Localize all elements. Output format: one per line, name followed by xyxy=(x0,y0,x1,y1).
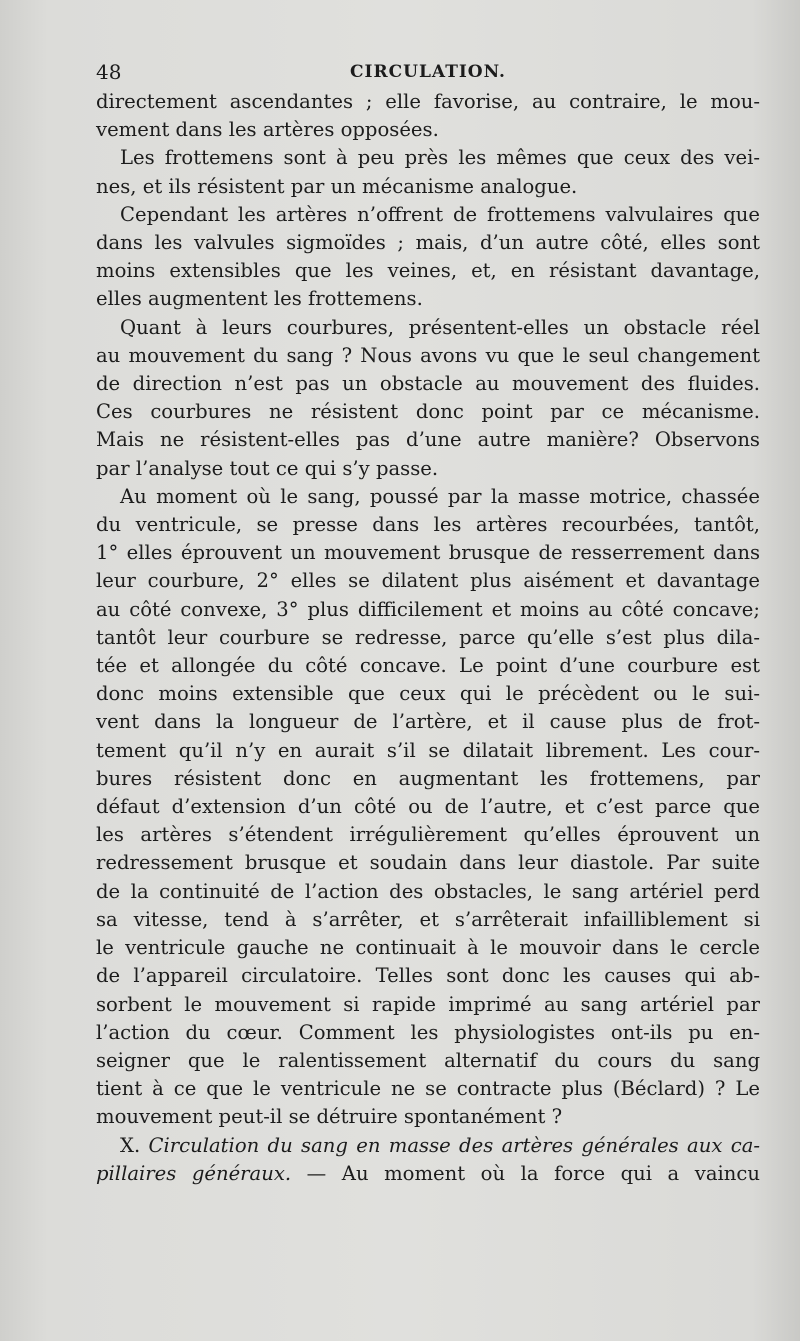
paragraph xyxy=(96,201,760,314)
text-line: de l’appareil circulatoire. Telles sont donc les causes qui ab- xyxy=(96,964,760,988)
text-line: sa vitesse, tend à s’arrêter, et s’arrêterait infailliblement si xyxy=(96,907,760,931)
section-number: X. xyxy=(120,1133,141,1157)
section-text: Au moment où la force qui a vaincu xyxy=(341,1161,760,1185)
text-line: Au moment où le sang, poussé par la masse motrice, chassée xyxy=(120,484,760,508)
page-header xyxy=(96,60,760,88)
text-line: par l’analyse tout ce qui s’y passe. xyxy=(96,456,439,480)
text-line: du ventricule, se presse dans les artères recourbées, tantôt, xyxy=(96,513,760,537)
text-line: Mais ne résistent-elles pas d’une autre manière? Observons xyxy=(96,428,760,452)
text-line: vent dans la longueur de l’artère, et il cause plus de frot- xyxy=(96,710,760,734)
text-line: 1° elles éprouvent un mouvement brusque de resserrement dans xyxy=(96,541,760,565)
text-line: mouvement peut-il se détruire spontanément ? xyxy=(96,1105,563,1129)
text-line: vement dans les artères opposées. xyxy=(96,118,439,142)
paragraph xyxy=(96,314,760,483)
text-line: tient à ce que le ventricule ne se contracte plus (Béclard) ? Le xyxy=(96,1077,760,1101)
paragraph xyxy=(96,483,760,1132)
text-line xyxy=(96,1160,760,1188)
text-line: Les frottemens sont à peu près les mêmes que ceux des vei- xyxy=(120,146,760,170)
text-line: tement qu’il n’y en aurait s’il se dilatait librement. Les cour- xyxy=(96,738,760,762)
text-line: tantôt leur courbure se redresse, parce qu’elle s’est plus dila- xyxy=(96,625,760,649)
page-number: 48 xyxy=(96,60,122,84)
em-dash: — xyxy=(306,1161,327,1185)
paragraph xyxy=(96,144,760,200)
text-line: Ces courbures ne résistent donc point par ce mécanisme. xyxy=(96,400,760,424)
text-line: directement ascendantes ; elle favorise, au contraire, le mou- xyxy=(96,90,760,113)
text-line: Quant à leurs courbures, présentent-elles un obstacle réel xyxy=(120,315,760,339)
text-line: dans les valvules sigmoïdes ; mais, d’un autre côté, elles sont xyxy=(96,231,760,255)
text-line: nes, et ils résistent par un mécanisme analogue. xyxy=(96,174,578,198)
text-line: redressement brusque et soudain dans leur diastole. Par suite xyxy=(96,851,760,875)
text-line: au côté convexe, 3° plus difficilement et moins au côté concave; xyxy=(96,597,760,621)
text-line: au mouvement du sang ? Nous avons vu que le seul changement xyxy=(96,343,760,367)
text-line: défaut d’extension d’un côté ou de l’autre, et c’est parce que xyxy=(96,795,760,819)
text-line: de la continuité de l’action des obstacles, le sang artériel perd xyxy=(96,879,760,903)
text-line: le ventricule gauche ne continuait à le mouvoir dans le cercle xyxy=(96,936,760,960)
text-line: tée et allongée du côté concave. Le point d’une courbure est xyxy=(96,654,760,678)
text-line: leur courbure, 2° elles se dilatent plus aisément et davantage xyxy=(96,569,760,593)
text-line: Cependant les artères n’offrent de frottemens valvulaires que xyxy=(120,202,760,226)
running-title: CIRCULATION. xyxy=(350,62,506,82)
section-title: Circulation du sang en masse des artères générales aux ca- xyxy=(148,1133,760,1157)
text-line: l’action du cœur. Comment les physiologistes ont-ils pu en- xyxy=(96,1020,760,1044)
section-heading-line xyxy=(96,1132,760,1160)
body-text xyxy=(96,88,760,1188)
paragraph xyxy=(96,88,760,144)
text-line: moins extensibles que les veines, et, en résistant davantage, xyxy=(96,259,760,283)
text-line: donc moins extensible que ceux qui le précèdent ou le sui- xyxy=(96,682,760,706)
section-x xyxy=(96,1132,760,1188)
text-line: de direction n’est pas un obstacle au mouvement des fluides. xyxy=(96,372,760,396)
text-line: les artères s’étendent irrégulièrement qu’elles éprouvent un xyxy=(96,823,760,847)
text-line: bures résistent donc en augmentant les frottemens, par xyxy=(96,766,760,790)
section-title-end: pillaires généraux. xyxy=(96,1161,292,1185)
text-line: seigner que le ralentissement alternatif du cours du sang xyxy=(96,1048,760,1072)
text-line: elles augmentent les frottemens. xyxy=(96,287,423,311)
text-line: sorbent le mouvement si rapide imprimé au sang artériel par xyxy=(96,992,760,1016)
